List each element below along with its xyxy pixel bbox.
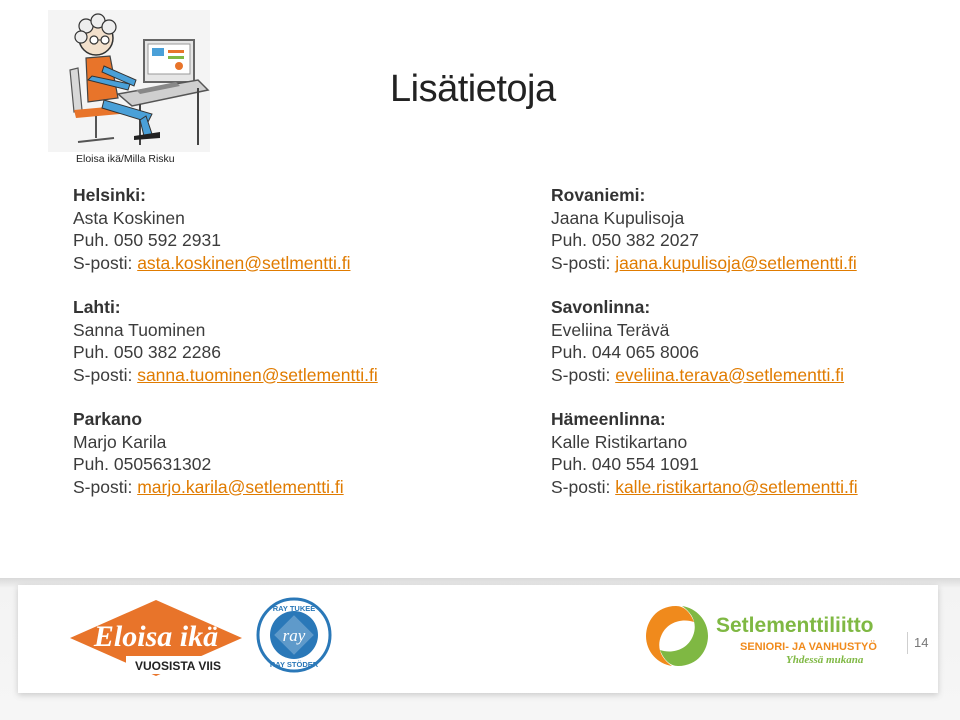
illustration-person-at-computer <box>48 10 210 152</box>
contact-phone <box>73 341 378 364</box>
contact-phone <box>551 453 858 476</box>
email-link[interactable]: jaana.kupulisoja@setlementti.fi <box>615 252 857 273</box>
contact-phone <box>73 453 378 476</box>
phone-label: Puh. <box>551 454 587 474</box>
email-link[interactable]: sanna.tuominen@setlementti.fi <box>137 364 378 385</box>
contact-name: Eveliina Terävä <box>551 319 670 340</box>
email-label: S-posti: <box>73 476 133 497</box>
contact-name: Sanna Tuominen <box>73 319 206 340</box>
phone-label: Puh. <box>551 342 587 362</box>
contacts-right-column <box>551 184 858 520</box>
contact-city: Hämeenlinna: <box>551 409 666 429</box>
contact-phone <box>73 229 378 252</box>
email-link[interactable]: asta.koskinen@setlmentti.fi <box>137 252 351 273</box>
ray-logo-center: ray <box>282 626 306 645</box>
phone-number: 040 554 1091 <box>591 454 699 474</box>
page-title: Lisätietoja <box>390 68 556 110</box>
email-link[interactable]: kalle.ristikartano@setlementti.fi <box>615 476 858 497</box>
contact-phone <box>551 341 858 364</box>
contact-hameenlinna <box>551 408 858 498</box>
image-credit: Eloisa ikä/Milla Risku <box>76 153 175 165</box>
email-link[interactable]: eveliina.terava@setlementti.fi <box>615 364 845 385</box>
phone-label: Puh. <box>73 454 109 474</box>
contact-rovaniemi <box>551 184 858 274</box>
contact-name: Jaana Kupulisoja <box>551 207 685 228</box>
page-number: 14 <box>907 632 935 654</box>
contact-name: Asta Koskinen <box>73 207 185 228</box>
contact-email <box>551 252 858 275</box>
email-label: S-posti: <box>551 252 611 273</box>
ray-logo <box>256 597 332 673</box>
eloisa-logo-subtext: VUOSISTA VIIS <box>134 659 222 673</box>
contact-email <box>73 252 378 275</box>
email-link[interactable]: marjo.karila@setlementti.fi <box>137 476 344 497</box>
contact-name: Marjo Karila <box>73 431 167 452</box>
contact-savonlinna <box>551 296 858 386</box>
contact-city: Lahti: <box>73 297 121 317</box>
email-label: S-posti: <box>551 364 611 385</box>
contact-city: Rovaniemi: <box>551 185 646 205</box>
ray-logo-top: RAY TUKEE <box>272 604 316 613</box>
email-label: S-posti: <box>73 252 133 273</box>
setlementtiliitto-logo <box>642 602 892 670</box>
email-label: S-posti: <box>73 364 133 385</box>
contact-email <box>551 476 858 499</box>
contact-email <box>73 476 378 499</box>
ray-logo-bottom: RAY STÖDER <box>269 660 319 669</box>
phone-number: 0505631302 <box>113 454 212 474</box>
contact-city: Savonlinna: <box>551 297 651 317</box>
contact-name: Kalle Ristikartano <box>551 431 688 452</box>
contact-email <box>73 364 378 387</box>
contact-lahti <box>73 296 378 386</box>
phone-number: 050 382 2027 <box>591 230 699 250</box>
setlementti-name: Setlementtiliitto <box>716 614 874 637</box>
phone-label: Puh. <box>73 230 109 250</box>
phone-label: Puh. <box>551 230 587 250</box>
contact-email <box>551 364 858 387</box>
setlementti-tagline: Yhdessä mukana <box>786 654 864 666</box>
email-label: S-posti: <box>551 476 611 497</box>
eloisa-logo-text: Eloisa ikä <box>93 620 219 653</box>
eloisa-ika-logo <box>66 596 246 680</box>
phone-number: 050 592 2931 <box>113 230 221 250</box>
contact-phone <box>551 229 858 252</box>
contacts-left-column <box>73 184 378 520</box>
contact-city: Helsinki: <box>73 185 146 205</box>
setlementti-sub: SENIORI- JA VANHUSTYÖ <box>740 641 877 653</box>
contact-helsinki <box>73 184 378 274</box>
phone-label: Puh. <box>73 342 109 362</box>
contact-city: Parkano <box>73 409 143 429</box>
contact-parkano <box>73 408 378 498</box>
phone-number: 050 382 2286 <box>113 342 221 362</box>
phone-number: 044 065 8006 <box>591 342 699 362</box>
